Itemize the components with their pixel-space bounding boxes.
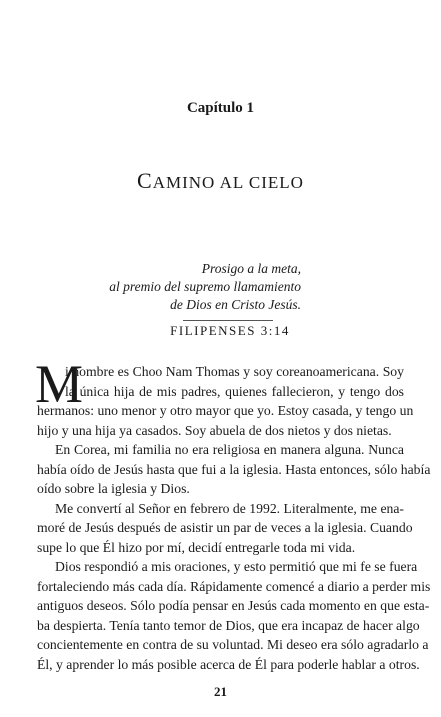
body-line: supe lo que Él hizo por mí, decidí entregarle toda mi vida. [37,539,356,555]
epigraph-line: al premio del supremo llamamiento [109,279,301,294]
body-line: hermanos: uno menor y otro mayor que yo. Estoy casada, y tengo un [37,403,414,418]
body-line: moré de Jesús después de asistir un par de veces a la iglesia. Cuando [37,520,413,535]
body-line: Me convertí al Señor en febrero de 1992. Literalmente, me ena- [55,500,404,516]
chapter-title-initial: C [137,168,153,193]
page-number: 21 [214,684,227,699]
body-line: Dios respondió a mis oraciones, y esto permitió que mi fe se fuera [55,559,418,574]
epigraph-line: Prosigo a la meta, [201,261,301,276]
body-line: ba despierta. Tenía tanto temor de Dios, que era incapaz de hacer algo [37,617,420,633]
chapter-label: Capítulo 1 [186,100,255,116]
body-line: la única hija de mis padres, quienes fallecieron, y tengo dos [65,383,404,399]
epigraph [109,260,301,314]
body-line: hijo y una hija ya casados. Soy abuela de dos nietos y dos nietas. [37,422,392,438]
chapter-title-rest: AMINO AL CIELO [152,173,304,192]
body-line: i nombre es Choo Nam Thomas y soy coreanoamericana. Soy [65,364,404,379]
epigraph-line: de Dios en Cristo Jesús. [170,297,301,312]
body-line: concientemente en contra de su voluntad. Mi deseo era sólo agradarlo a [37,637,429,652]
body-line: había oído de Jesús hasta que fui a la iglesia. Hasta entonces, sólo había [37,461,431,477]
epigraph-divider [183,320,273,321]
body-line: Él, y aprender lo más posible acerca de Él para poderle hablar a otros. [37,656,420,672]
drop-cap: M [35,354,84,414]
body-line: fortaleciendo más cada día. Rápidamente comencé a diario a perder mis [37,578,431,594]
epigraph-reference: FILIPENSES 3:14 [170,323,290,338]
chapter-title [0,168,441,194]
body-line: antiguos deseos. Sólo podía pensar en Jesús cada momento en que esta- [37,598,430,613]
body-line: En Corea, mi familia no era religiosa en manera alguna. Nunca [55,442,404,457]
body-line: oído sobre la iglesia y Dios. [37,481,190,496]
body-text [35,354,431,674]
